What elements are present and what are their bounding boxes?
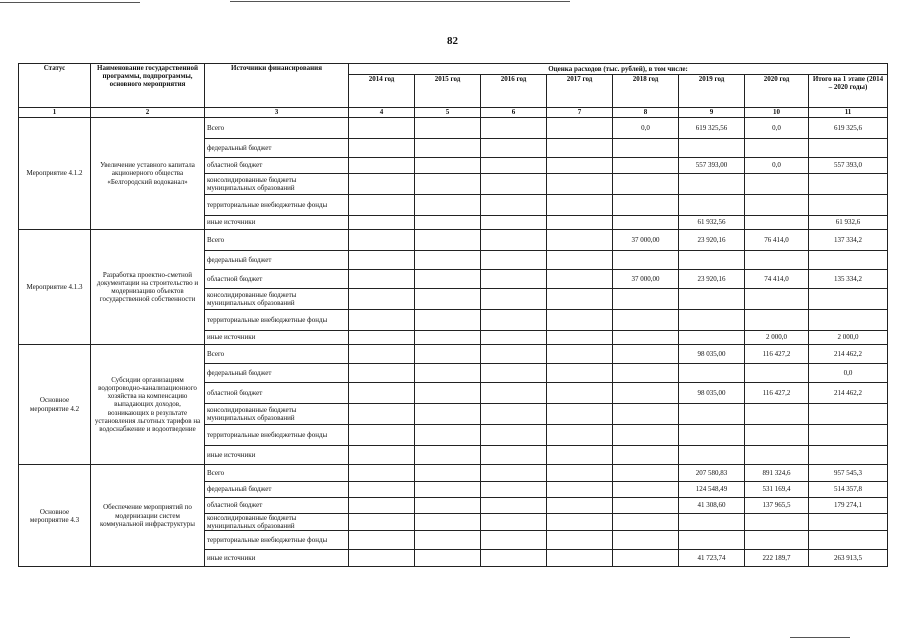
status-cell: Основное мероприятие 4.3	[19, 465, 91, 567]
year-value-cell	[481, 310, 547, 331]
total-value-cell: 957 545,3	[809, 465, 888, 482]
year-value-cell	[613, 345, 679, 364]
total-value-cell	[809, 404, 888, 425]
year-value-cell	[613, 465, 679, 482]
page-number: 82	[447, 35, 458, 47]
year-value-cell	[547, 531, 613, 550]
header-year: 2015 год	[415, 75, 481, 108]
year-value-cell	[547, 310, 613, 331]
year-value-cell: 2 000,0	[745, 331, 809, 345]
year-value-cell	[613, 174, 679, 195]
total-value-cell	[809, 174, 888, 195]
year-value-cell	[481, 531, 547, 550]
table-row	[19, 118, 888, 139]
year-value-cell	[613, 216, 679, 230]
funding-source-cell: Всего	[205, 345, 349, 364]
total-value-cell: 619 325,6	[809, 118, 888, 139]
year-value-cell: 116 427,2	[745, 383, 809, 404]
year-value-cell	[679, 251, 745, 270]
funding-source-cell: Всего	[205, 118, 349, 139]
year-value-cell	[349, 251, 415, 270]
year-value-cell: 74 414,0	[745, 270, 809, 289]
funding-source-cell: консолидированные бюджеты муниципальных образований	[205, 514, 349, 531]
funding-source-cell: федеральный бюджет	[205, 482, 349, 498]
year-value-cell	[349, 230, 415, 251]
total-value-cell	[809, 531, 888, 550]
total-value-cell	[809, 139, 888, 158]
column-number: 4	[349, 108, 415, 118]
total-value-cell	[809, 195, 888, 216]
year-value-cell	[481, 195, 547, 216]
year-value-cell	[679, 404, 745, 425]
year-value-cell	[415, 310, 481, 331]
year-value-cell	[415, 216, 481, 230]
year-value-cell	[481, 230, 547, 251]
header-source: Источники финансирования	[205, 64, 349, 108]
header-estimate: Оценка расходов (тыс. рублей), в том числе:	[349, 64, 888, 75]
year-value-cell	[349, 289, 415, 310]
year-value-cell	[745, 404, 809, 425]
year-value-cell	[613, 425, 679, 446]
year-value-cell	[613, 310, 679, 331]
year-value-cell: 124 548,49	[679, 482, 745, 498]
year-value-cell	[349, 331, 415, 345]
year-value-cell	[415, 498, 481, 514]
year-value-cell	[415, 550, 481, 567]
year-value-cell	[745, 446, 809, 465]
year-value-cell	[613, 404, 679, 425]
program-name-cell: Разработка проектно-сметной документации на строительство и модернизацию объектов государственной собственности	[91, 230, 205, 345]
year-value-cell	[481, 465, 547, 482]
column-number: 6	[481, 108, 547, 118]
total-value-cell: 0,0	[809, 364, 888, 383]
year-value-cell	[349, 270, 415, 289]
total-value-cell: 514 357,8	[809, 482, 888, 498]
year-value-cell	[613, 251, 679, 270]
funding-source-cell: областной бюджет	[205, 158, 349, 174]
year-value-cell	[547, 270, 613, 289]
year-value-cell	[745, 531, 809, 550]
year-value-cell	[679, 289, 745, 310]
year-value-cell	[547, 465, 613, 482]
year-value-cell	[349, 158, 415, 174]
scan-line-top-mid	[230, 1, 570, 2]
year-value-cell	[481, 404, 547, 425]
year-value-cell	[349, 364, 415, 383]
year-value-cell	[415, 446, 481, 465]
year-value-cell	[613, 446, 679, 465]
year-value-cell	[745, 289, 809, 310]
year-value-cell: 0,0	[745, 118, 809, 139]
total-value-cell: 61 932,6	[809, 216, 888, 230]
year-value-cell	[349, 531, 415, 550]
year-value-cell	[547, 174, 613, 195]
funding-source-cell: территориальные внебюджетные фонды	[205, 425, 349, 446]
header-total: Итого на 1 этапе (2014 – 2020 годы)	[809, 75, 888, 108]
year-value-cell	[349, 446, 415, 465]
year-value-cell	[481, 345, 547, 364]
year-value-cell: 41 308,60	[679, 498, 745, 514]
year-value-cell	[547, 345, 613, 364]
year-value-cell	[547, 550, 613, 567]
total-value-cell	[809, 446, 888, 465]
funding-source-cell: консолидированные бюджеты муниципальных образований	[205, 289, 349, 310]
year-value-cell: 557 393,00	[679, 158, 745, 174]
header-status: Статус	[19, 64, 91, 108]
year-value-cell	[547, 482, 613, 498]
year-value-cell	[547, 331, 613, 345]
total-value-cell: 137 334,2	[809, 230, 888, 251]
year-value-cell	[547, 498, 613, 514]
funding-source-cell: иные источники	[205, 216, 349, 230]
table-row	[19, 465, 888, 482]
year-value-cell	[481, 174, 547, 195]
year-value-cell	[745, 310, 809, 331]
year-value-cell	[415, 118, 481, 139]
year-value-cell	[613, 383, 679, 404]
year-value-cell	[613, 289, 679, 310]
header-year: 2019 год	[679, 75, 745, 108]
year-value-cell	[679, 174, 745, 195]
column-number: 5	[415, 108, 481, 118]
year-value-cell	[547, 216, 613, 230]
year-value-cell	[481, 425, 547, 446]
year-value-cell	[679, 425, 745, 446]
column-number: 11	[809, 108, 888, 118]
funding-source-cell: иные источники	[205, 550, 349, 567]
total-value-cell: 214 462,2	[809, 383, 888, 404]
year-value-cell: 41 723,74	[679, 550, 745, 567]
funding-source-cell: территориальные внебюджетные фонды	[205, 310, 349, 331]
year-value-cell	[745, 251, 809, 270]
column-number: 8	[613, 108, 679, 118]
year-value-cell	[349, 174, 415, 195]
funding-source-cell: консолидированные бюджеты муниципальных образований	[205, 174, 349, 195]
total-value-cell	[809, 310, 888, 331]
year-value-cell	[415, 230, 481, 251]
year-value-cell	[745, 364, 809, 383]
year-value-cell	[613, 531, 679, 550]
total-value-cell: 214 462,2	[809, 345, 888, 364]
scan-line-top-left	[0, 2, 140, 3]
year-value-cell	[613, 364, 679, 383]
year-value-cell	[679, 195, 745, 216]
year-value-cell	[547, 425, 613, 446]
year-value-cell: 531 169,4	[745, 482, 809, 498]
year-value-cell	[349, 216, 415, 230]
funding-source-cell: областной бюджет	[205, 498, 349, 514]
year-value-cell	[481, 251, 547, 270]
status-cell: Мероприятие 4.1.3	[19, 230, 91, 345]
column-number-row	[19, 108, 888, 118]
year-value-cell: 619 325,56	[679, 118, 745, 139]
year-value-cell	[481, 482, 547, 498]
total-value-cell	[809, 425, 888, 446]
year-value-cell	[415, 425, 481, 446]
funding-source-cell: территориальные внебюджетные фонды	[205, 531, 349, 550]
funding-source-cell: федеральный бюджет	[205, 251, 349, 270]
year-value-cell	[679, 531, 745, 550]
total-value-cell: 135 334,2	[809, 270, 888, 289]
year-value-cell: 76 414,0	[745, 230, 809, 251]
year-value-cell	[481, 331, 547, 345]
year-value-cell	[745, 216, 809, 230]
year-value-cell	[415, 331, 481, 345]
year-value-cell: 37 000,00	[613, 230, 679, 251]
program-name-cell: Увеличение уставного капитала акционерного общества «Белгородский водоканал»	[91, 118, 205, 230]
year-value-cell	[481, 550, 547, 567]
header-year: 2020 год	[745, 75, 809, 108]
year-value-cell	[349, 383, 415, 404]
column-number: 1	[19, 108, 91, 118]
year-value-cell	[415, 465, 481, 482]
year-value-cell	[481, 498, 547, 514]
status-cell: Мероприятие 4.1.2	[19, 118, 91, 230]
year-value-cell	[415, 139, 481, 158]
year-value-cell	[415, 270, 481, 289]
year-value-cell	[613, 550, 679, 567]
year-value-cell: 891 324,6	[745, 465, 809, 482]
year-value-cell: 137 965,5	[745, 498, 809, 514]
funding-source-cell: федеральный бюджет	[205, 364, 349, 383]
total-value-cell: 263 913,5	[809, 550, 888, 567]
year-value-cell	[547, 230, 613, 251]
year-value-cell	[415, 251, 481, 270]
total-value-cell	[809, 251, 888, 270]
year-value-cell	[547, 404, 613, 425]
year-value-cell	[349, 498, 415, 514]
year-value-cell: 37 000,00	[613, 270, 679, 289]
year-value-cell	[481, 139, 547, 158]
year-value-cell	[481, 446, 547, 465]
year-value-cell: 222 189,7	[745, 550, 809, 567]
funding-source-cell: федеральный бюджет	[205, 139, 349, 158]
year-value-cell	[481, 118, 547, 139]
column-number: 2	[91, 108, 205, 118]
year-value-cell	[613, 514, 679, 531]
column-number: 7	[547, 108, 613, 118]
year-value-cell	[349, 195, 415, 216]
year-value-cell	[349, 482, 415, 498]
year-value-cell	[415, 174, 481, 195]
program-name-cell: Субсидии организациям водопроводно-канализационного хозяйства на компенсацию выпадающих доходов, возникающих в результате установления льготных тарифов на водоснабжение и водоотведение	[91, 345, 205, 465]
budget-table	[18, 63, 888, 567]
year-value-cell	[481, 383, 547, 404]
year-value-cell	[349, 404, 415, 425]
year-value-cell	[613, 158, 679, 174]
header-year: 2016 год	[481, 75, 547, 108]
total-value-cell: 2 000,0	[809, 331, 888, 345]
year-value-cell	[679, 514, 745, 531]
year-value-cell	[745, 139, 809, 158]
header-name: Наименование государственной программы, подпрограммы, основного мероприятия	[91, 64, 205, 108]
year-value-cell	[745, 195, 809, 216]
year-value-cell	[547, 364, 613, 383]
total-value-cell	[809, 514, 888, 531]
year-value-cell	[613, 331, 679, 345]
year-value-cell	[679, 331, 745, 345]
year-value-cell: 0,0	[613, 118, 679, 139]
year-value-cell: 23 920,16	[679, 270, 745, 289]
year-value-cell: 116 427,2	[745, 345, 809, 364]
year-value-cell: 98 035,00	[679, 383, 745, 404]
year-value-cell	[481, 158, 547, 174]
program-name-cell: Обеспечение мероприятий по модернизации систем коммунальной инфраструктуры	[91, 465, 205, 567]
year-value-cell	[679, 139, 745, 158]
total-value-cell	[809, 289, 888, 310]
year-value-cell	[415, 345, 481, 364]
header-year: 2014 год	[349, 75, 415, 108]
year-value-cell	[415, 482, 481, 498]
table-row	[19, 345, 888, 364]
year-value-cell	[415, 364, 481, 383]
year-value-cell	[349, 514, 415, 531]
column-number: 9	[679, 108, 745, 118]
year-value-cell	[679, 310, 745, 331]
year-value-cell	[745, 174, 809, 195]
year-value-cell	[349, 550, 415, 567]
year-value-cell	[547, 139, 613, 158]
funding-source-cell: областной бюджет	[205, 270, 349, 289]
year-value-cell	[415, 404, 481, 425]
year-value-cell	[613, 498, 679, 514]
year-value-cell	[613, 139, 679, 158]
year-value-cell	[481, 364, 547, 383]
column-number: 10	[745, 108, 809, 118]
year-value-cell: 23 920,16	[679, 230, 745, 251]
total-value-cell: 179 274,1	[809, 498, 888, 514]
year-value-cell	[481, 514, 547, 531]
year-value-cell	[415, 195, 481, 216]
year-value-cell	[415, 514, 481, 531]
year-value-cell	[349, 310, 415, 331]
year-value-cell	[349, 118, 415, 139]
total-value-cell: 557 393,0	[809, 158, 888, 174]
column-number: 3	[205, 108, 349, 118]
year-value-cell: 61 932,56	[679, 216, 745, 230]
year-value-cell	[613, 195, 679, 216]
year-value-cell	[547, 514, 613, 531]
year-value-cell	[745, 514, 809, 531]
funding-source-cell: территориальные внебюджетные фонды	[205, 195, 349, 216]
year-value-cell	[547, 289, 613, 310]
scan-line-bottom-right	[790, 637, 850, 638]
year-value-cell	[481, 216, 547, 230]
year-value-cell	[547, 446, 613, 465]
year-value-cell	[415, 289, 481, 310]
year-value-cell	[547, 195, 613, 216]
year-value-cell	[349, 139, 415, 158]
year-value-cell	[349, 345, 415, 364]
year-value-cell	[349, 465, 415, 482]
year-value-cell	[415, 531, 481, 550]
year-value-cell: 207 580,83	[679, 465, 745, 482]
year-value-cell	[481, 289, 547, 310]
year-value-cell	[547, 383, 613, 404]
year-value-cell	[613, 482, 679, 498]
funding-source-cell: иные источники	[205, 331, 349, 345]
year-value-cell	[547, 118, 613, 139]
header-year: 2018 год	[613, 75, 679, 108]
header-year: 2017 год	[547, 75, 613, 108]
year-value-cell	[679, 446, 745, 465]
status-cell: Основное мероприятие 4.2	[19, 345, 91, 465]
year-value-cell: 0,0	[745, 158, 809, 174]
funding-source-cell: Всего	[205, 465, 349, 482]
year-value-cell	[349, 425, 415, 446]
table-row	[19, 230, 888, 251]
funding-source-cell: консолидированные бюджеты муниципальных образований	[205, 404, 349, 425]
year-value-cell	[415, 158, 481, 174]
funding-source-cell: областной бюджет	[205, 383, 349, 404]
year-value-cell	[745, 425, 809, 446]
funding-source-cell: иные источники	[205, 446, 349, 465]
year-value-cell	[415, 383, 481, 404]
year-value-cell	[481, 270, 547, 289]
year-value-cell	[679, 364, 745, 383]
year-value-cell	[547, 158, 613, 174]
year-value-cell: 98 035,00	[679, 345, 745, 364]
year-value-cell	[547, 251, 613, 270]
funding-source-cell: Всего	[205, 230, 349, 251]
